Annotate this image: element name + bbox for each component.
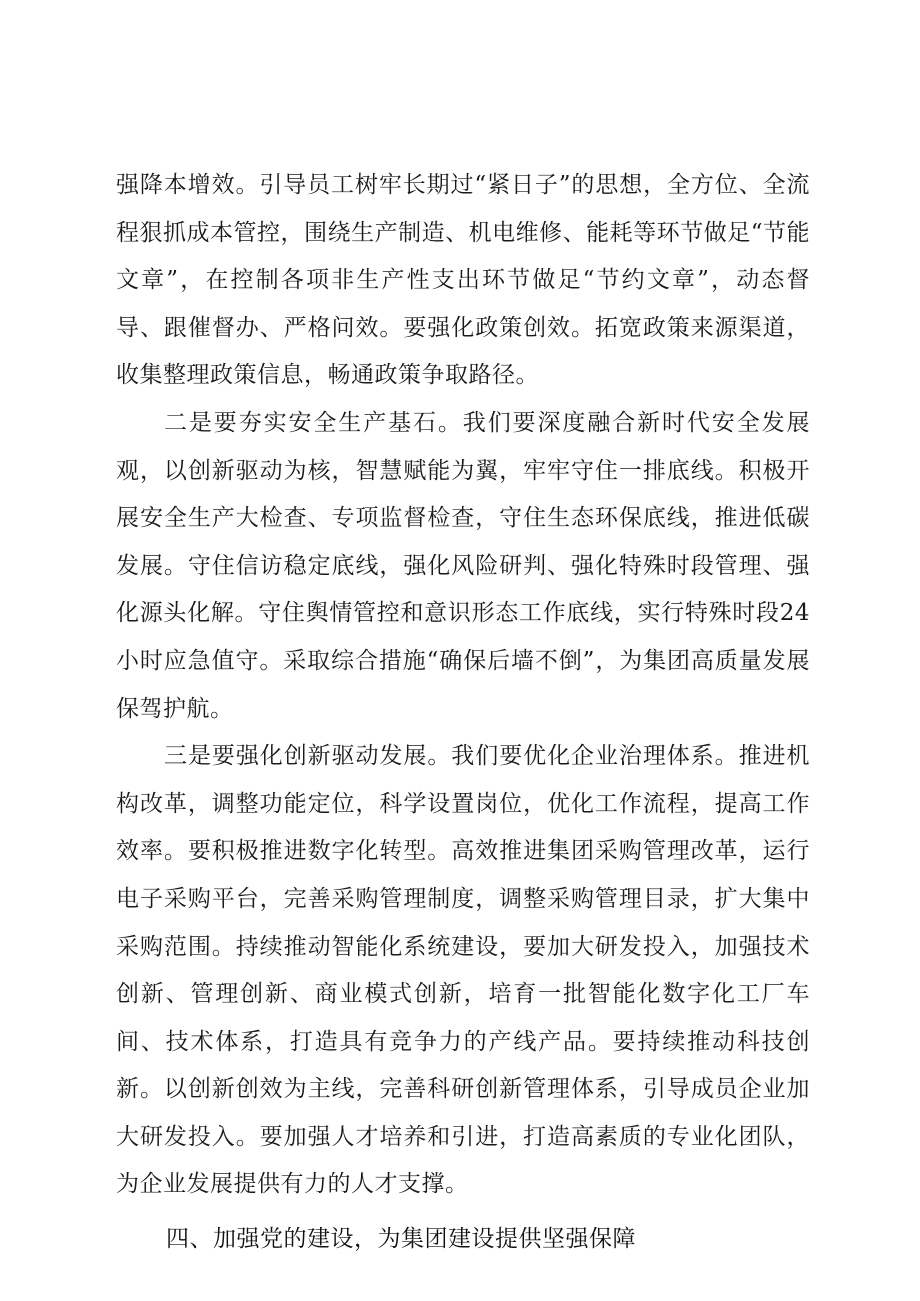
paragraph-innovation-driven: 三是要强化创新驱动发展。我们要优化企业治理体系。推进机构改革，调整功能定位，科学设置岗位，优化工作流程，提高工作效率。要积极推进数字化转型。高效推进集团采购管理改革，运行电子采购平台，完善采购管理制度，调整采购管理目录，扩大集中采购范围。持续推动智能化系统建设，要加大研发投入，加强技术创新、管理创新、商业模式创新，培育一批智能化数字化工厂车间、技术体系，打造具有竞争力的产线产品。要持续推动科技创新。以创新创效为主线，完善科研创新管理体系，引导成员企业加大研发投入。要加强人才培养和引进，打造高素质的专业化团队，为企业发展提供有力的人才支撑。 xyxy=(116,743,810,1198)
paragraph-cost-control: 强降本增效。引导员工树牢长期过“紧日子”的思想，全方位、全流程狠抓成本管控，围绕生产制造、机电维修、能耗等环节做足“节能文章”，在控制各项非生产性支出环节做足“节约文章”，动态督导、跟催督办、严格问效。要强化政策创效。拓宽政策来源渠道，收集整理政策信息，畅通政策争取路径。 xyxy=(116,172,810,389)
paragraph-safety-production: 二是要夯实安全生产基石。我们要深度融合新时代安全发展观，以创新驱动为核，智慧赋能为翼，牢牢守住一排底线。积极开展安全生产大检查、专项监督检查，守住生态环保底线，推进低碳发展。守住信访稳定底线，强化风险研判、强化特殊时段管理、强化源头化解。守住舆情管控和意识形态工作底线，实行特殊时段24小时应急值守。采取综合措施“确保后墙不倒”，为集团高质量发展保驾护航。 xyxy=(116,409,810,722)
section-heading-party-building: 四、加强党的建设，为集团建设提供坚强保障 xyxy=(166,1226,636,1253)
document-body xyxy=(116,162,810,1263)
